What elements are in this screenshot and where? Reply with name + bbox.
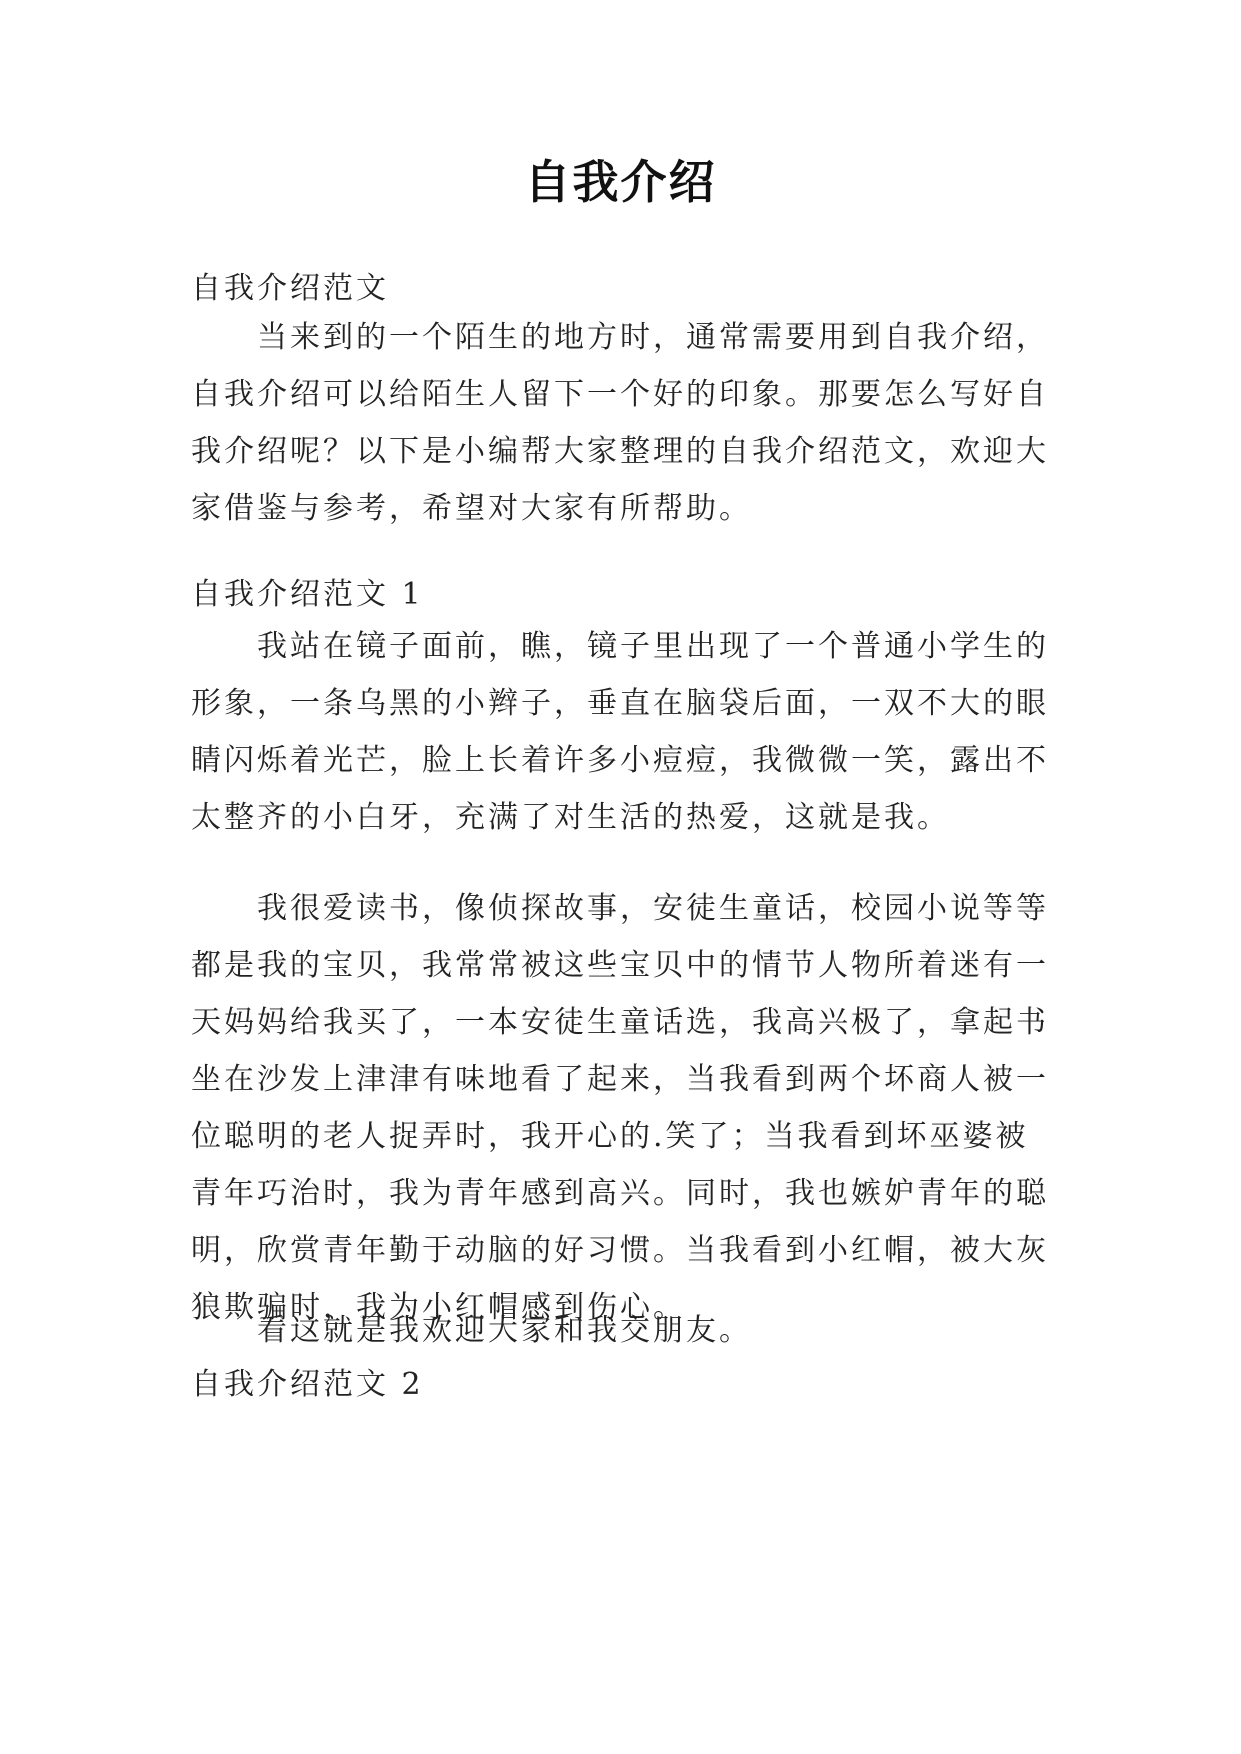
section-heading-intro: 自我介绍范文 [191, 271, 389, 306]
essay-1-paragraph-1: 我站在镜子面前，瞧，镜子里出现了一个普通小学生的形象，一条乌黑的小辫子，垂直在脑袋后面，一双不大的眼睛闪烁着光芒，脸上长着许多小痘痘，我微微一笑，露出不太整齐的小白牙，充满了对生活的热爱，这就是我。 [191, 629, 1049, 835]
section-heading-essay-1: 自我介绍范文 1 [191, 577, 424, 612]
document-title: 自我介绍 [524, 155, 717, 209]
essay-1-paragraph-2: 我很爱读书，像侦探故事，安徒生童话，校园小说等等都是我的宝贝，我常常被这些宝贝中的情节人物所着迷有一天妈妈给我买了，一本安徒生童话选，我高兴极了，拿起书坐在沙发上津津有味地看了起来，当我看到两个坏商人被一位聪明的老人捉弄时，我开心的.笑了；当我看到坏巫婆被青年巧治时，我为青年感到高兴。同时，我也嫉妒青年的聪明，欣赏青年勤于动脑的好习惯。当我看到小红帽，被大灰狼欺骗时，我为小红帽感到伤心。 [191, 891, 1049, 1325]
essay-1-paragraph-3: 看这就是我欢迎大家和我交朋友。 [257, 1313, 752, 1348]
intro-paragraph: 当来到的一个陌生的地方时，通常需要用到自我介绍，自我介绍可以给陌生人留下一个好的印象。那要怎么写好自我介绍呢？以下是小编帮大家整理的自我介绍范文，欢迎大家借鉴与参考，希望对大家有所帮助。 [191, 320, 1049, 526]
section-heading-essay-2: 自我介绍范文 2 [191, 1367, 424, 1402]
